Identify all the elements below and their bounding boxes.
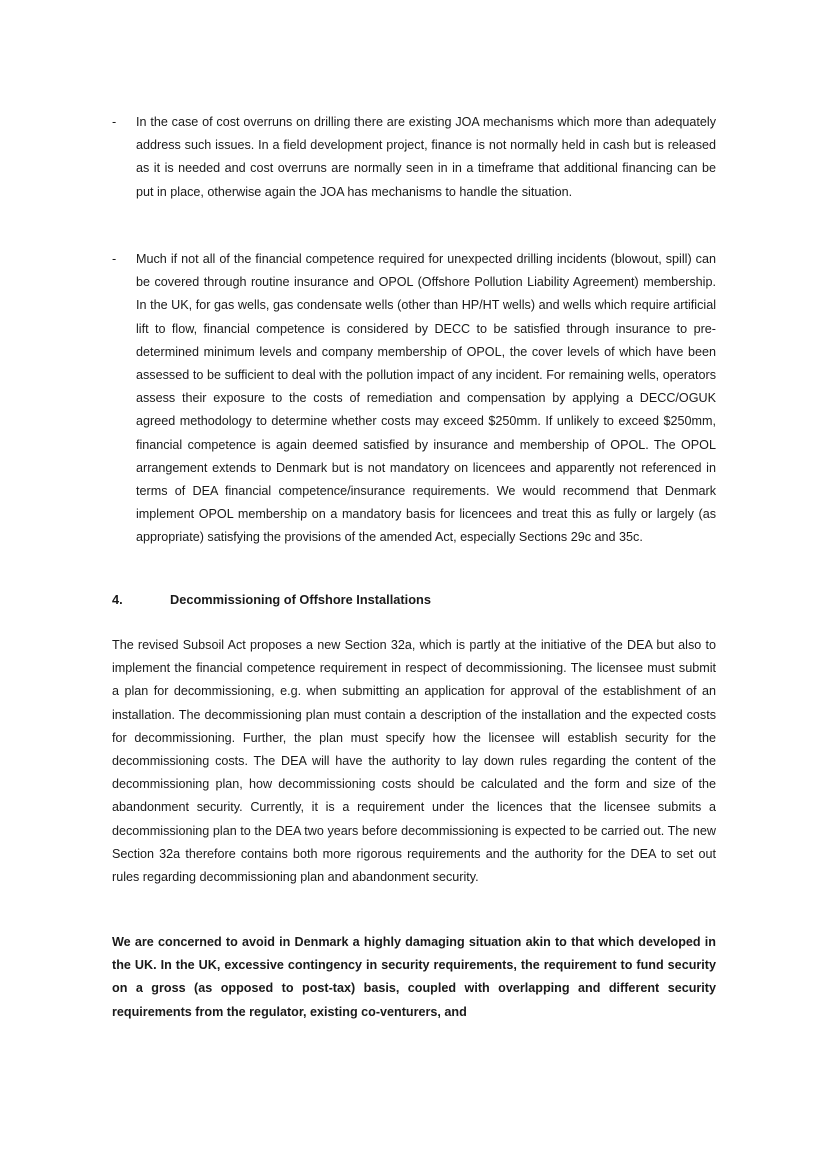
bullet-marker: - xyxy=(112,252,117,266)
paragraph-uk-concern: We are concerned to avoid in Denmark a highly damaging situation akin to that which developed in the UK. In the UK, excessive contingency in security requirements, the requirement to fund security on a gross (as opposed to post-tax) basis, coupled with overlapping and different security requirements from the regulator, existing co-venturers, and xyxy=(112,935,716,1019)
bullet-item-cost-overruns xyxy=(112,111,716,231)
bullet-marker: - xyxy=(112,115,117,129)
section-title: Decommissioning of Offshore Installations xyxy=(170,592,431,607)
bullet-item-financial-competence xyxy=(112,248,716,578)
paragraph-section-32a: The revised Subsoil Act proposes a new Section 32a, which is partly at the initiative of the DEA but also to implement the financial competence requirement in respect of decommissioning. The licensee must submit a plan for decommissioning, e.g. when submitting an application for approval of the establishment of an installation. The decommissioning plan must contain a description of the installation and the expected costs for decommissioning. Further, the plan must specify how the licensee will establish security for the decommissioning costs. The DEA will have the authority to lay down rules regarding the content of the decommissioning plan, how decommissioning costs should be calculated and the form and size of the abandonment security. Currently, it is a requirement under the licences that the licensee submits a decommissioning plan to the DEA two years before decommissioning is expected to be carried out. The new Section 32a therefore contains both more rigorous requirements and the authority for the DEA to set out rules regarding decommissioning plan and abandonment security. xyxy=(112,638,716,885)
bullet-text: In the case of cost overruns on drilling there are existing JOA mechanisms which more than adequately address such issues. In a field development project, finance is not normally held in cash but is released as it is needed and cost overruns are normally seen in in a timeframe that additional financing can be put in place, otherwise again the JOA has mechanisms to handle the situation. xyxy=(136,115,716,199)
section-number: 4. xyxy=(112,592,123,607)
bullet-text: Much if not all of the financial competence required for unexpected drilling incidents (blowout, spill) can be covered through routine insurance and OPOL (Offshore Pollution Liability Agreement) membership. In the UK, for gas wells, gas condensate wells (other than HP/HT wells) and wells which require artificial lift to flow, financial competence is considered by DECC to be satisfied through insurance to pre-determined minimum levels and company membership of OPOL, the cover levels of which have been assessed to be sufficient to deal with the pollution impact of any incident. For remaining wells, operators assess their exposure to the costs of remediation and compensation by applying a DECC/OGUK agreed methodology to determine whether costs may exceed $250mm. If unlikely to exceed $250mm, financial competence is again deemed satisfied by insurance and membership of OPOL. The OPOL arrangement extends to Denmark but is not mandatory on licencees and apparently not referenced in terms of DEA financial competence/insurance requirements. We would recommend that Denmark implement OPOL membership on a mandatory basis for licencees and treat this as fully or largely (as appropriate) satisfying the provisions of the amended Act, especially Sections 29c and 35c. xyxy=(136,252,716,545)
